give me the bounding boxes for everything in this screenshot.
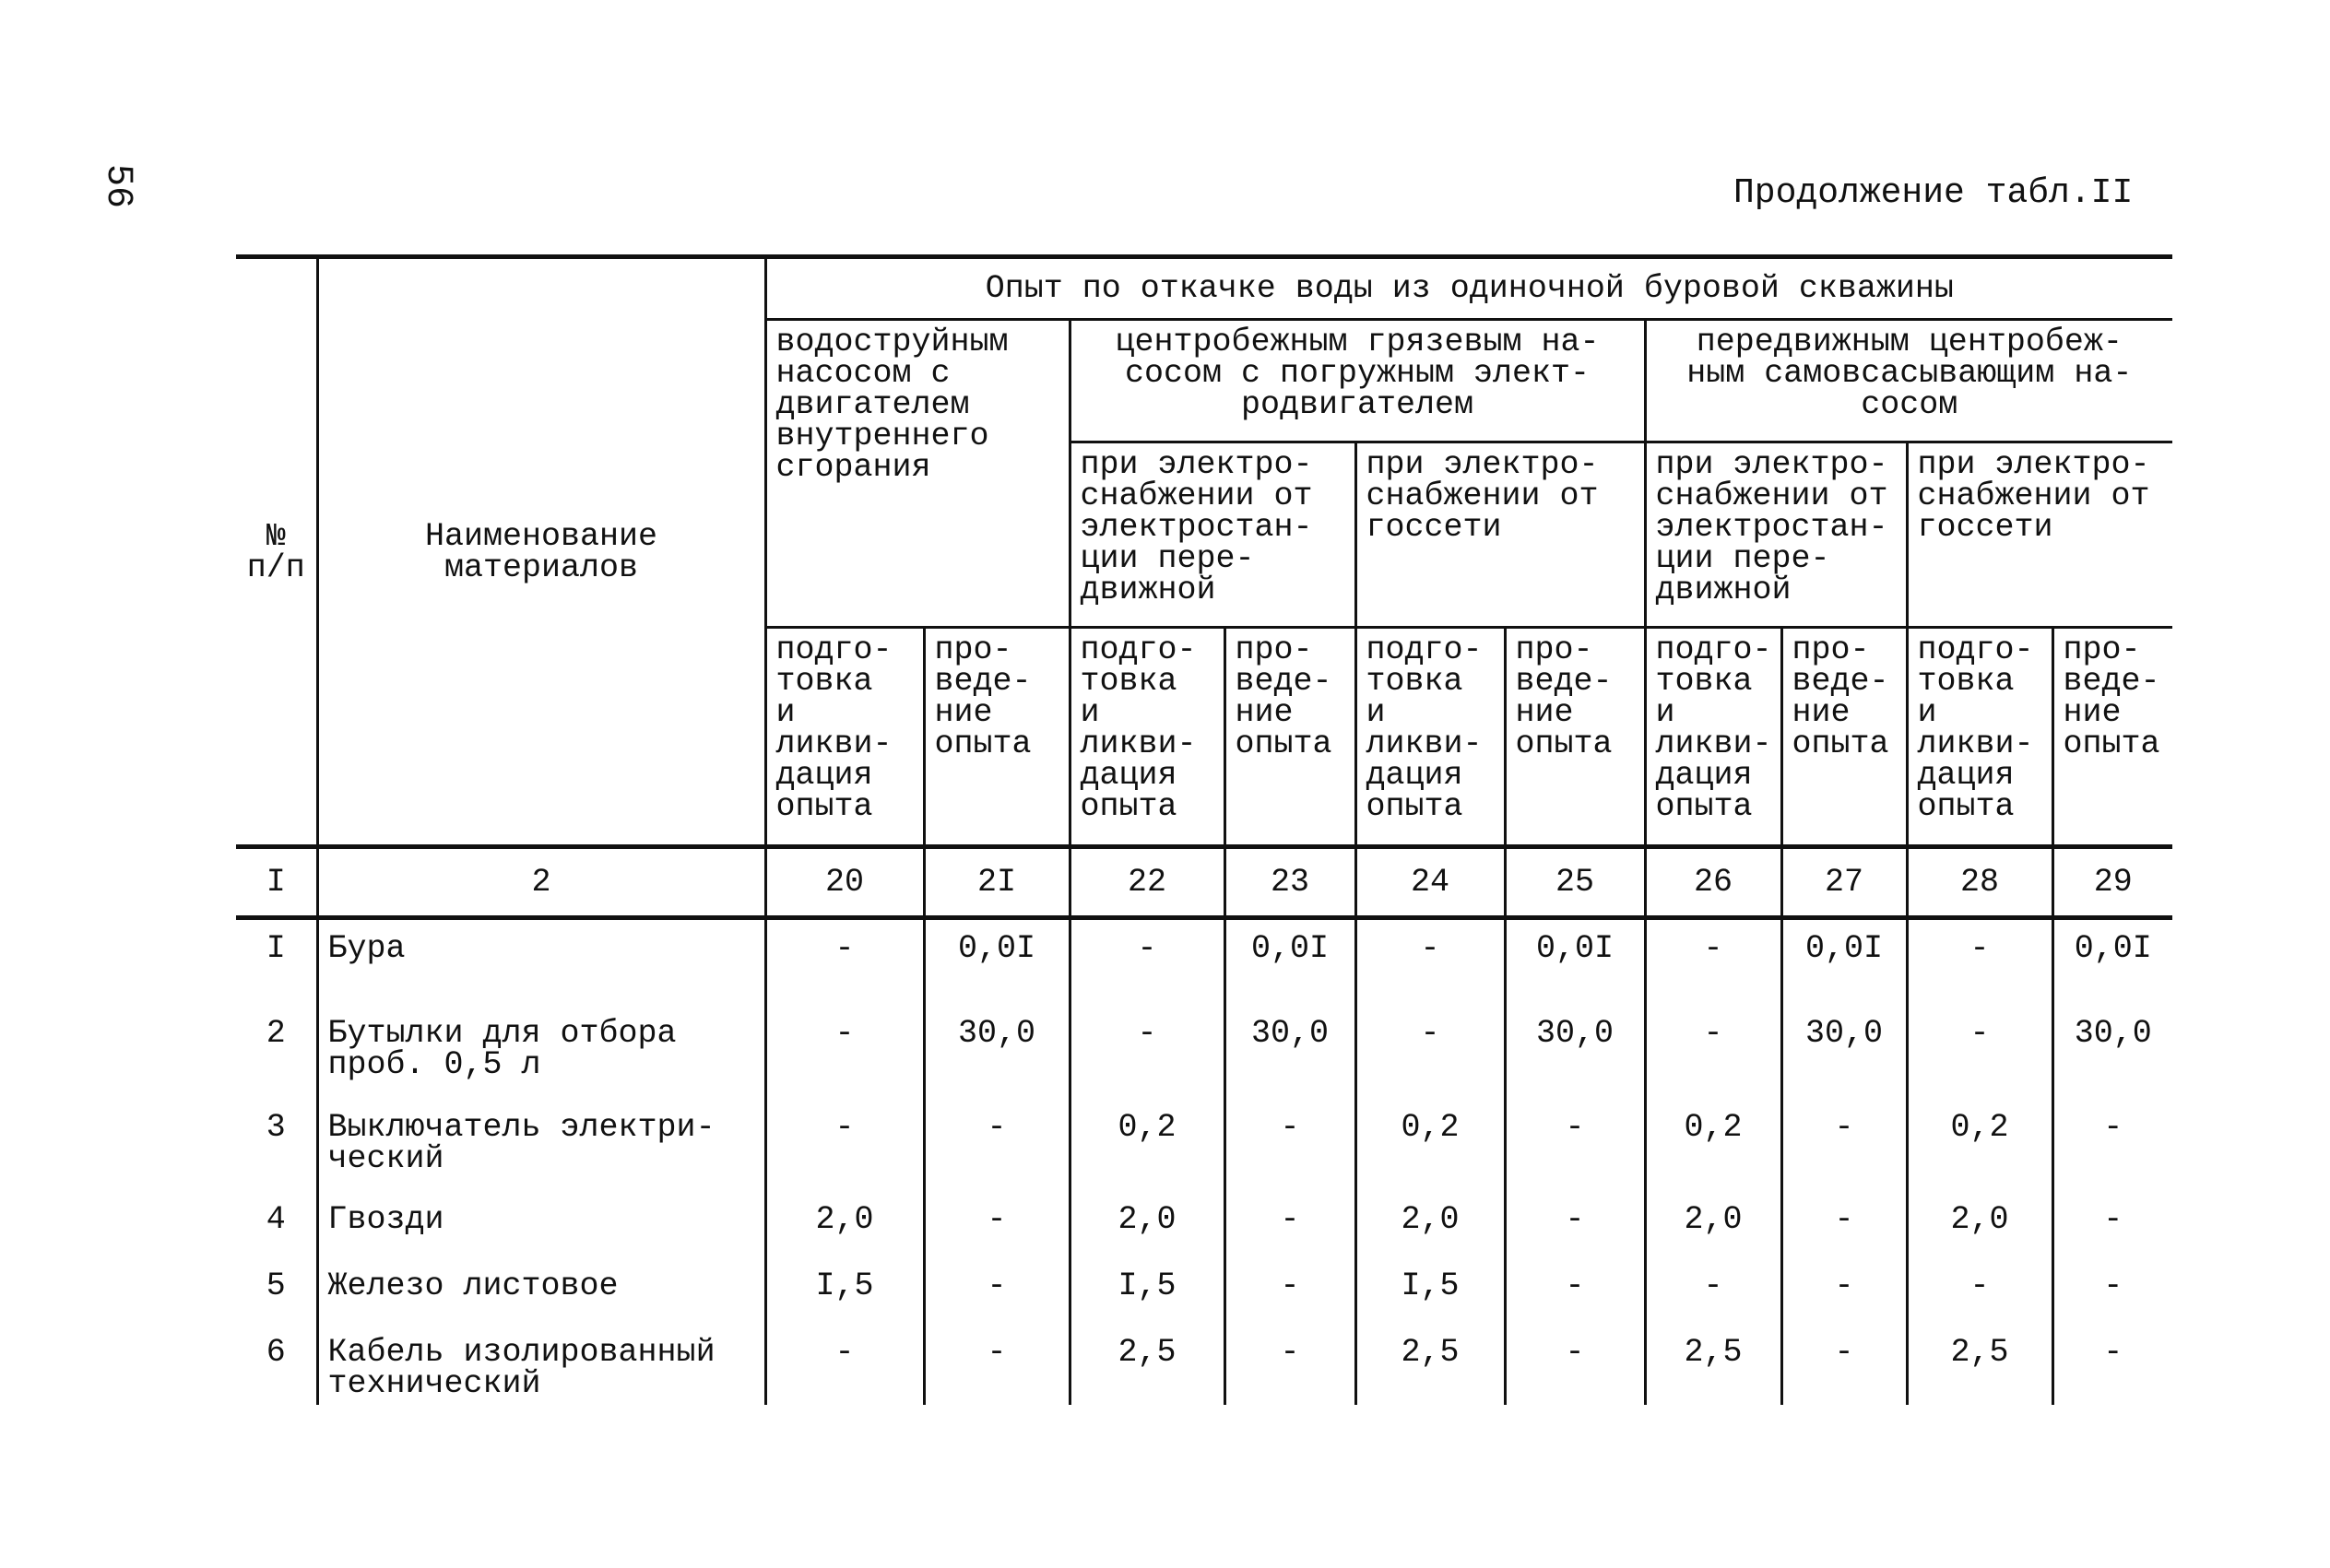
cell-value: - <box>1224 1257 1355 1324</box>
cell-value: 2,5 <box>1355 1324 1505 1405</box>
cell-value: I,5 <box>1070 1257 1224 1324</box>
cell-value: 2,5 <box>1070 1324 1224 1405</box>
cell-value: - <box>1907 1257 2052 1324</box>
row-index: 2 <box>236 1005 317 1099</box>
cell-value: - <box>924 1324 1070 1405</box>
cell-value: - <box>1781 1324 1907 1405</box>
cell-value: - <box>2052 1324 2172 1405</box>
cell-value: I,5 <box>1355 1257 1505 1324</box>
cell-value: - <box>2052 1191 2172 1257</box>
material-name: Железо листовое <box>317 1257 765 1324</box>
table-continuation-caption: Продолжение табл.II <box>1733 173 2134 213</box>
cell-value: 2,0 <box>765 1191 924 1257</box>
row-index: I <box>236 918 317 1006</box>
header-mud-pump-mobile-station: при электро- снабжении от электростан- ции пере- движной <box>1070 442 1355 628</box>
table-row <box>236 1005 2172 1099</box>
cell-value: - <box>1224 1099 1355 1191</box>
header-conduct-col-21: про- веде- ние опыта <box>924 628 1070 847</box>
cell-value: - <box>1781 1191 1907 1257</box>
column-number: 26 <box>1645 847 1781 918</box>
cell-value: 0,0I <box>924 918 1070 1006</box>
cell-value: - <box>1224 1324 1355 1405</box>
column-number: 24 <box>1355 847 1505 918</box>
cell-value: - <box>1645 1257 1781 1324</box>
cell-value: - <box>765 1324 924 1405</box>
material-name: Выключатель электри- ческий <box>317 1099 765 1191</box>
cell-value: 2,0 <box>1070 1191 1224 1257</box>
cell-value: - <box>1645 918 1781 1006</box>
material-name: Бура <box>317 918 765 1006</box>
cell-value: 30,0 <box>924 1005 1070 1099</box>
cell-value: - <box>1645 1005 1781 1099</box>
cell-value: 0,0I <box>1224 918 1355 1006</box>
column-number: 2 <box>317 847 765 918</box>
cell-value: - <box>765 1005 924 1099</box>
header-conduct-col-23: про- веде- ние опыта <box>1224 628 1355 847</box>
column-number: I <box>236 847 317 918</box>
header-name-column: Наименование материалов <box>317 257 765 847</box>
cell-value: 0,2 <box>1355 1099 1505 1191</box>
column-number: 20 <box>765 847 924 918</box>
cell-value: I,5 <box>765 1257 924 1324</box>
cell-value: 0,0I <box>2052 918 2172 1006</box>
header-prep-col-26: подго- товка и ликви- дация опыта <box>1645 628 1781 847</box>
cell-value: 0,2 <box>1907 1099 2052 1191</box>
column-number: 29 <box>2052 847 2172 918</box>
header-prep-col-20: подго- товка и ликви- дация опыта <box>765 628 924 847</box>
cell-value: - <box>924 1191 1070 1257</box>
column-number: 2I <box>924 847 1070 918</box>
cell-value: - <box>1224 1191 1355 1257</box>
column-number: 27 <box>1781 847 1907 918</box>
cell-value: - <box>1355 1005 1505 1099</box>
column-number: 28 <box>1907 847 2052 918</box>
cell-value: - <box>2052 1099 2172 1191</box>
header-centrifugal-mud-pump: центробежным грязевым на- сосом с погружным элект- родвигателем <box>1070 320 1645 442</box>
cell-value: - <box>1907 918 2052 1006</box>
row-index: 4 <box>236 1191 317 1257</box>
table-row <box>236 1191 2172 1257</box>
header-group-title: Опыт по откачке воды из одиночной буровой скважины <box>765 257 2172 320</box>
table-row <box>236 1257 2172 1324</box>
row-index: 6 <box>236 1324 317 1405</box>
cell-value: - <box>1505 1257 1645 1324</box>
header-prep-col-28: подго- товка и ликви- дация опыта <box>1907 628 2052 847</box>
cell-value: - <box>1505 1099 1645 1191</box>
page-number: 56 <box>97 164 138 209</box>
cell-value: 30,0 <box>1781 1005 1907 1099</box>
cell-value: 0,0I <box>1781 918 1907 1006</box>
cell-value: - <box>765 1099 924 1191</box>
header-conduct-col-25: про- веде- ние опыта <box>1505 628 1645 847</box>
header-prep-col-22: подго- товка и ликви- дация опыта <box>1070 628 1224 847</box>
materials-table <box>236 254 2172 1405</box>
cell-value: 2,5 <box>1645 1324 1781 1405</box>
cell-value: - <box>1070 1005 1224 1099</box>
cell-value: - <box>2052 1257 2172 1324</box>
cell-value: - <box>924 1257 1070 1324</box>
header-number-column: № п/п <box>236 257 317 847</box>
table-row <box>236 918 2172 1006</box>
cell-value: - <box>1355 918 1505 1006</box>
cell-value: 0,2 <box>1645 1099 1781 1191</box>
cell-value: - <box>765 918 924 1006</box>
cell-value: - <box>1781 1099 1907 1191</box>
column-number: 22 <box>1070 847 1224 918</box>
header-conduct-col-29: про- веде- ние опыта <box>2052 628 2172 847</box>
cell-value: 2,0 <box>1907 1191 2052 1257</box>
cell-value: 30,0 <box>1505 1005 1645 1099</box>
header-mud-pump-grid: при электро- снабжении от госсети <box>1355 442 1645 628</box>
cell-value: 2,5 <box>1907 1324 2052 1405</box>
cell-value: 30,0 <box>2052 1005 2172 1099</box>
header-self-priming-grid: при электро- снабжении от госсети <box>1907 442 2172 628</box>
column-number-row <box>236 847 2172 918</box>
cell-value: - <box>1907 1005 2052 1099</box>
cell-value: - <box>1505 1191 1645 1257</box>
table-row <box>236 1099 2172 1191</box>
header-self-priming-mobile-station: при электро- снабжении от электростан- ции пере- движной <box>1645 442 1907 628</box>
column-number: 25 <box>1505 847 1645 918</box>
cell-value: 0,0I <box>1505 918 1645 1006</box>
table-row <box>236 1324 2172 1405</box>
cell-value: 2,0 <box>1355 1191 1505 1257</box>
header-conduct-col-27: про- веде- ние опыта <box>1781 628 1907 847</box>
cell-value: 0,2 <box>1070 1099 1224 1191</box>
cell-value: - <box>1070 918 1224 1006</box>
column-number: 23 <box>1224 847 1355 918</box>
cell-value: - <box>1781 1257 1907 1324</box>
cell-value: 30,0 <box>1224 1005 1355 1099</box>
row-index: 5 <box>236 1257 317 1324</box>
row-index: 3 <box>236 1099 317 1191</box>
material-name: Гвозди <box>317 1191 765 1257</box>
cell-value: - <box>924 1099 1070 1191</box>
header-water-jet-pump: водоструйным насосом с двигателем внутреннего сгорания <box>765 320 1070 628</box>
cell-value: - <box>1505 1324 1645 1405</box>
material-name: Кабель изолированный технический <box>317 1324 765 1405</box>
cell-value: 2,0 <box>1645 1191 1781 1257</box>
header-prep-col-24: подго- товка и ликви- дация опыта <box>1355 628 1505 847</box>
header-mobile-self-priming-pump: передвижным центробеж- ным самовсасывающим на- сосом <box>1645 320 2172 442</box>
material-name: Бутылки для отбора проб. 0,5 л <box>317 1005 765 1099</box>
